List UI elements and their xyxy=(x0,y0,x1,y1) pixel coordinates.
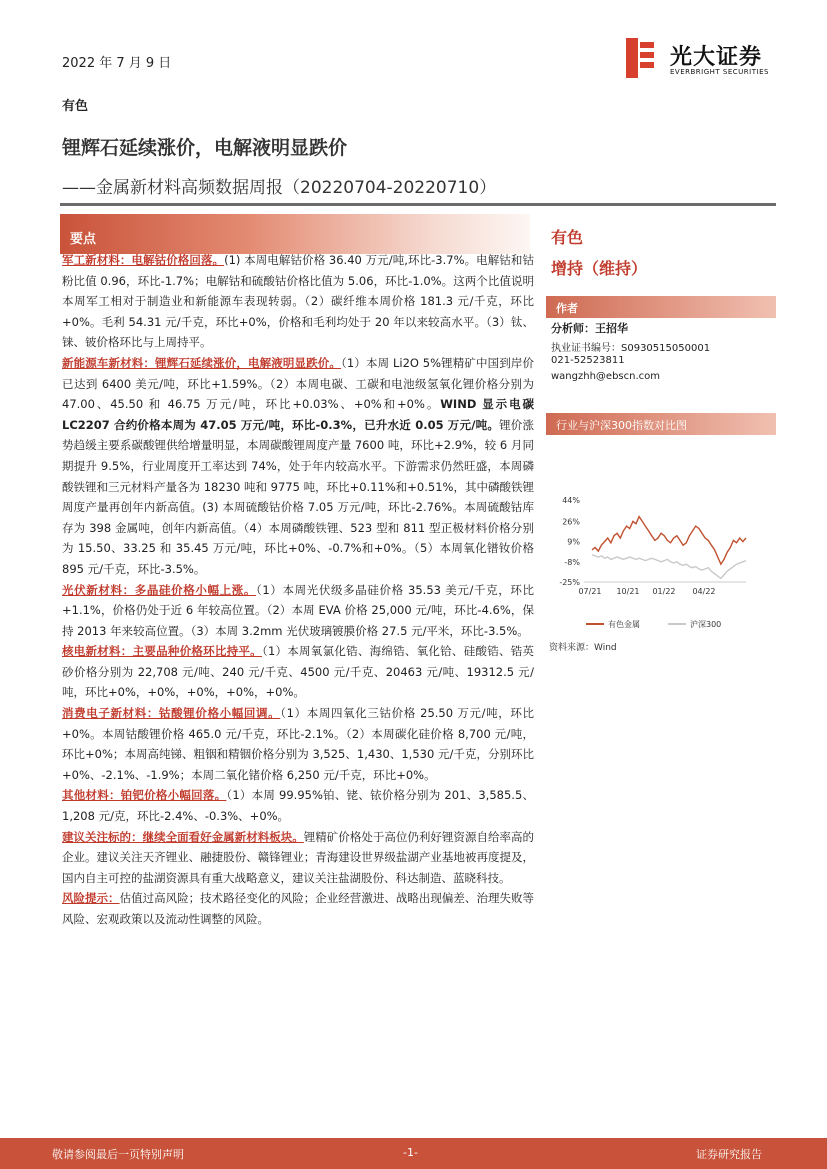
key-points-banner xyxy=(60,214,530,254)
footer-report-type: 证券研究报告 xyxy=(696,1148,762,1161)
report-subtitle: ——金属新材料高频数据周报（20220704-20220710） xyxy=(62,178,497,198)
analyst-email[interactable]: wangzhh@ebscn.com xyxy=(551,371,660,382)
x-tick-label: 07/21 xyxy=(578,587,602,596)
paragraph-text: （1）本周氧氯化锆、海绵锆、氧化铪、硅酸锆、锆英砂价格分别为 22,708 元/吨、240 元/千克、4500 元/千克、20463 元/吨、19312.5 元/吨，环比+0%，+0%，+0%，+0%，+0%。 xyxy=(62,644,534,700)
paragraph-head: 其他材料：铂钯价格小幅回落。 xyxy=(62,788,227,803)
analyst-name: 分析师：王招华 xyxy=(551,322,628,335)
paragraph-head: 新能源车新材料：锂辉石延续涨价，电解液明显跌价。 xyxy=(62,355,342,370)
footer-disclaimer: 敬请参阅最后一页特别声明 xyxy=(52,1148,184,1161)
logo-text-cn: 光大证券 xyxy=(670,45,763,70)
paragraph-consumer xyxy=(62,703,534,785)
paragraph-head: 风险提示： xyxy=(62,891,120,906)
chart-title: 行业与沪深300指数对比图 xyxy=(556,419,687,432)
analyst-phone: 021-52523811 xyxy=(551,355,625,366)
paragraph-military xyxy=(62,250,534,353)
y-tick-label: -8% xyxy=(564,557,580,567)
paragraph-head: 建议关注标的：继续全面看好金属新材料板块。 xyxy=(62,829,304,844)
index-comparison-chart xyxy=(546,490,776,640)
paragraph-text: (1) 本周电解钴价格 36.40 万元/吨,环比-3.7%。电解钴和钴粉比值 0.96，环比-1.7%；电解钴和硫酸钴价格比值为 5.06，环比-1.0%。这两个比值说明本周军工相对于制造业和新能源车表现转弱。（2）碳纤维本周价格 181.3 元/千克，环比+0%。毛利 54.31 元/千克，环比+0%，价格和毛利均处于 20 年以来较高水平。（3）钛、铼、铍价格环比与上周持平。 xyxy=(62,253,534,350)
report-date: 2022 年 7 月 9 日 xyxy=(62,56,172,71)
paragraph-bold: WIND 显示电碳 LC2207 合约价格本周为 47.05 万元/吨，环比-0.3%，已升水近 0.05 万元/吨。 xyxy=(62,397,534,432)
sidebar-sector: 有色 xyxy=(551,228,584,247)
paragraph-head: 核电新材料：主要品种价格环比持平。 xyxy=(62,644,262,659)
paragraph-risk xyxy=(62,888,534,929)
x-tick-label: 01/22 xyxy=(652,587,676,596)
key-points-body xyxy=(62,250,534,930)
paragraph-head: 光伏新材料：多晶硅价格小幅上涨。 xyxy=(62,582,257,597)
y-tick-label: 44% xyxy=(562,496,580,505)
paragraph-head: 消费电子新材料：钴酸锂价格小幅回调。 xyxy=(62,706,281,721)
paragraph-head: 军工新材料：电解钴价格回落。 xyxy=(62,253,225,267)
paragraph-pv xyxy=(62,580,534,642)
y-tick-label: -25% xyxy=(559,578,580,587)
paragraph-text: 估值过高风险；技术路径变化的风险；企业经营激进、战略出现偏差、治理失败等风险、宏观政策以及流动性调整的风险。 xyxy=(62,891,534,926)
paragraph-text: 锂精矿价格处于高位仍利好锂资源自给率高的企业。建议关注天齐锂业、融捷股份、赣锋锂业；青海建设世界级盐湖产业基地被再度提及，国内自主可控的盐湖资源具有重大战略意义，建议关注盐湖股份、科达制造、蓝晓科技。 xyxy=(62,829,535,885)
legend-label: 有色金属 xyxy=(608,620,640,629)
header-divider xyxy=(60,203,776,206)
legend-label: 沪深300 xyxy=(690,620,722,629)
paragraph-ev xyxy=(62,353,534,580)
author-banner xyxy=(546,296,776,318)
page-number: -1- xyxy=(403,1146,418,1159)
logo-mark-icon xyxy=(626,38,656,78)
x-tick-label: 10/21 xyxy=(616,587,640,596)
paragraph-tail: 锂价涨势趋缓主要系碳酸锂供给增量明显，本周碳酸锂周度产量 7600 吨，环比+2.9%，较 6 月同期提升 9.5%，行业周度开工率达到 74%，处于年内较高水平。下游需求仍然旺盛，本周磷酸铁锂和三元材料产量各为 18230 吨和 9775 吨，环比+0.11%和+0.51%，其中磷酸铁锂周度产量再创年内新高值。(3) 本周硫酸钴价格 7.05 万元/吨，环比-2.76%。本周硫酸钴库存为 398 金属吨，创年内新高值。（4）本周磷酸铁锂、523 型和 811 型正极材料价格分别为 15.50、33.25 和 35.45 万元/吨，环比+0%、-0.7%和+0%。（5）本周氧化镨钕价格 895 元/千克，环比-3.5%。 xyxy=(62,417,535,576)
sector-label: 有色 xyxy=(62,99,89,114)
chart-source: 资料来源：Wind xyxy=(549,643,617,653)
company-logo xyxy=(626,38,776,80)
paragraph-text: （1）本周 99.95%铂、铑、铱价格分别为 201、3,585.5、1,208 元/克，环比-2.4%、-0.3%、+0%。 xyxy=(62,788,534,824)
paragraph-text: （1）本周光伏级多晶硅价格 35.53 美元/千克，环比+1.1%，价格仍处于近 6 年较高位置。（2）本周 EVA 价格 25,000 元/吨，环比-4.6%，保持 2013 年来较高位置。（3）本周 3.2mm 光伏玻璃镀膜价格 27.5 元/平米，环比-3.5%。 xyxy=(62,582,534,638)
y-tick-label: 26% xyxy=(562,517,580,527)
key-points-label: 要点 xyxy=(70,232,97,247)
paragraph-recommend xyxy=(62,827,534,889)
certificate-number: 执业证书编号：S0930515050001 xyxy=(551,343,711,354)
paragraph-nuclear xyxy=(62,641,534,703)
investment-rating: 增持（维持） xyxy=(551,259,648,278)
paragraph-text: （1）本周 Li2O 5%锂精矿中国到岸价已达到 6400 美元/吨，环比+1.59%。（2）本周电碳、工碳和电池级氢氧化锂价格分别为 47.00、45.50 和 46.75 万元/吨，环比+0.03%、+0%和+0%。 xyxy=(62,355,535,412)
report-title: 锂辉石延续涨价，电解液明显跌价 xyxy=(62,137,348,159)
y-tick-label: 9% xyxy=(567,537,580,547)
paragraph-other xyxy=(62,785,534,826)
x-tick-label: 04/22 xyxy=(692,587,716,596)
logo-text-en: EVERBRIGHT SECURITIES xyxy=(670,68,769,76)
paragraph-text: （1）本周四氧化三钴价格 25.50 万元/吨，环比+0%。本周钴酸锂价格 465.0 元/千克，环比-2.1%。（2）本周碳化硅价格 8,700 元/吨，环比+0%；本周高纯锑、粗铟和精铟价格分别为 3,525、1,430、1,530 元/千克，分别环比+0%、-2.1%、-1.9%；本周二氧化锗价格 6,250 元/千克，环比+0%。 xyxy=(62,706,534,782)
series-line xyxy=(592,555,746,579)
author-label: 作者 xyxy=(556,302,578,315)
